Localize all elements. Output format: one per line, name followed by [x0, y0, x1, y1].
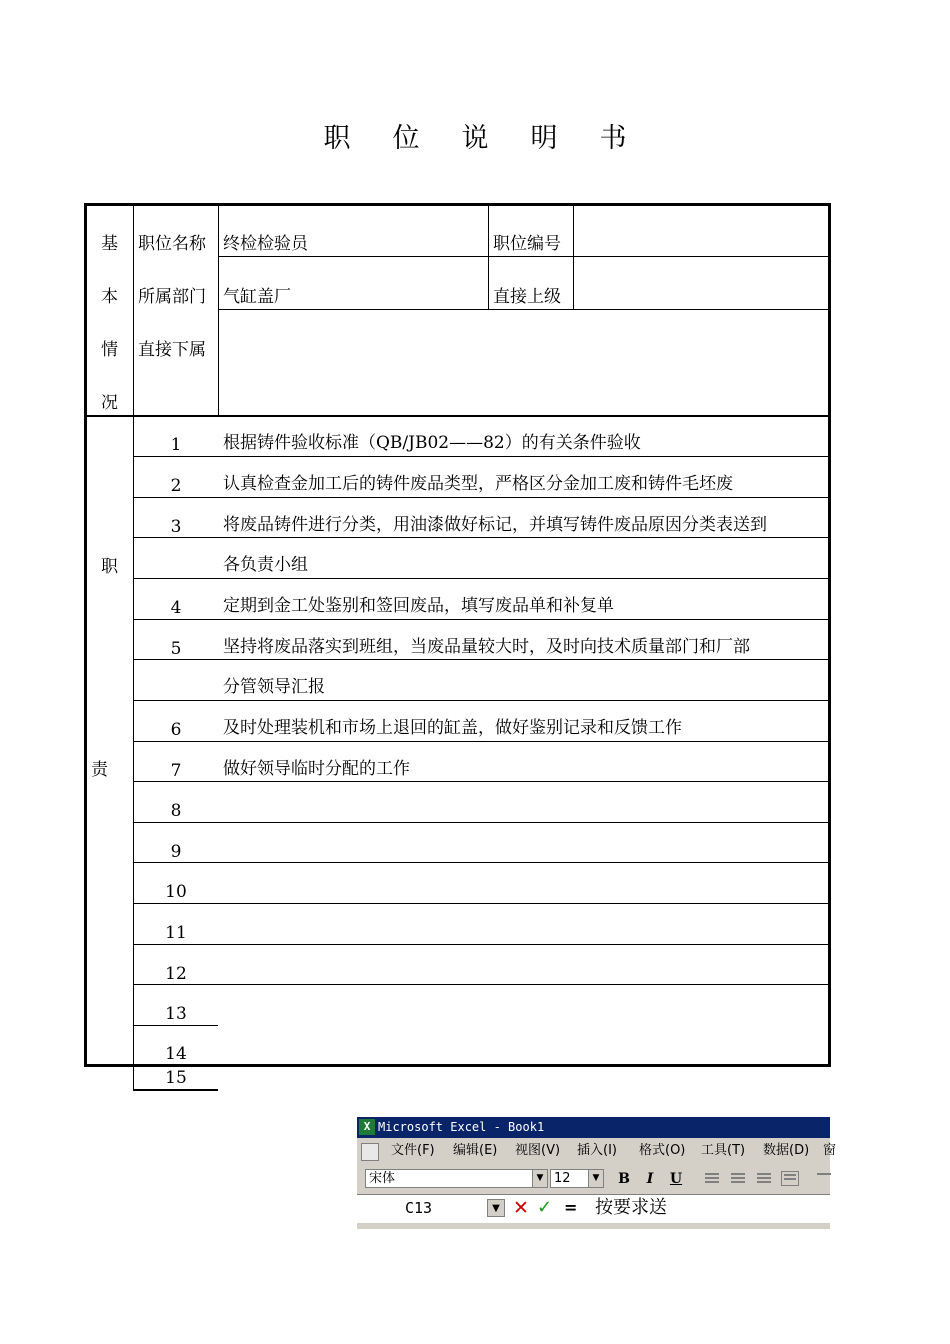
formula-input[interactable]: 按要求送 — [595, 1197, 667, 1218]
grid-line — [488, 205, 489, 309]
duty-number: 5 — [170, 639, 182, 659]
table-border-top — [84, 203, 831, 206]
duty-number: 9 — [170, 842, 182, 862]
grid-line — [133, 781, 829, 782]
grid-line — [133, 862, 829, 863]
position-name-label: 职位名称 — [138, 234, 206, 254]
grid-line — [218, 205, 219, 415]
font-name-select[interactable] — [365, 1169, 548, 1188]
duty-number: 7 — [170, 761, 182, 781]
underline-button[interactable]: U — [669, 1171, 683, 1187]
section-label-basic: 本 — [101, 287, 118, 307]
grid-line — [133, 497, 829, 498]
grid-line — [133, 741, 829, 742]
duty-text: 认真检查金加工后的铸件废品类型，严格区分金加工废和铸件毛坯废 — [223, 474, 733, 494]
menu-window[interactable]: 窗 — [823, 1143, 837, 1158]
duty-text: 定期到金工处鉴别和签回废品，填写废品单和补复单 — [223, 596, 614, 616]
grid-line — [133, 903, 829, 904]
duty-number: 10 — [165, 882, 187, 902]
duty-text: 将废品铸件进行分类，用油漆做好标记，并填写铸件废品原因分类表送到 — [223, 515, 767, 535]
align-left-icon[interactable] — [703, 1171, 721, 1186]
duty-number: 6 — [170, 720, 182, 740]
duty-number: 11 — [165, 923, 187, 943]
font-name-value: 宋体 — [369, 1171, 396, 1186]
section-label-basic: 情 — [101, 340, 118, 360]
excel-logo-icon: X — [359, 1119, 375, 1135]
section-label-duties: 责 — [91, 760, 108, 780]
subordinate-label: 直接下属 — [138, 340, 206, 360]
grid-line — [133, 578, 829, 579]
title-char: 书 — [599, 123, 627, 154]
excel-window-title: Microsoft Excel - Book1 — [378, 1120, 545, 1134]
duty-number: 12 — [165, 964, 187, 984]
duty-number: 15 — [165, 1068, 187, 1088]
chevron-down-icon[interactable]: ▼ — [487, 1199, 505, 1217]
duty-text: 坚持将废品落实到班组，当废品量较大时，及时向技术质量部门和厂部 — [223, 637, 750, 657]
title-char: 明 — [530, 123, 558, 154]
grid-line — [133, 537, 829, 538]
title-char: 位 — [392, 123, 420, 154]
document-title — [0, 116, 950, 155]
menu-data[interactable]: 数据(D) — [763, 1143, 810, 1158]
position-code-label: 职位编号 — [493, 234, 561, 254]
department-value: 气缸盖厂 — [223, 287, 291, 307]
menu-format[interactable]: 格式(O) — [639, 1143, 686, 1158]
bold-button[interactable]: B — [618, 1171, 630, 1187]
table-border-right — [828, 203, 831, 1067]
function-icon[interactable]: = — [564, 1198, 578, 1217]
excel-format-toolbar — [357, 1165, 830, 1191]
align-right-icon[interactable] — [755, 1171, 773, 1186]
grid-line — [133, 700, 829, 701]
grid-line — [218, 309, 829, 310]
menu-tools[interactable]: 工具(T) — [701, 1143, 746, 1158]
menu-view[interactable]: 视图(V) — [515, 1143, 561, 1158]
section-label-duties: 职 — [101, 557, 118, 577]
grid-line — [133, 205, 134, 415]
grid-line — [133, 456, 829, 457]
section-label-basic: 况 — [101, 393, 118, 413]
duty-number: 3 — [170, 517, 182, 537]
section-label-basic: 基 — [101, 234, 118, 254]
supervisor-label: 直接上级 — [493, 287, 561, 307]
currency-icon[interactable] — [815, 1171, 833, 1186]
confirm-icon[interactable]: ✓ — [537, 1197, 553, 1218]
name-box[interactable]: C13 — [405, 1199, 433, 1217]
duty-number: 14 — [165, 1044, 187, 1064]
title-char: 职 — [323, 123, 351, 154]
department-label: 所属部门 — [138, 287, 206, 307]
merge-center-icon[interactable] — [781, 1171, 799, 1186]
excel-menu-bar — [357, 1139, 837, 1163]
menu-file[interactable]: 文件(F) — [391, 1143, 435, 1158]
grid-line — [133, 984, 829, 985]
grid-line — [573, 205, 574, 309]
menu-edit[interactable]: 编辑(E) — [453, 1143, 498, 1158]
duty-number: 1 — [170, 435, 182, 455]
duty-number: 4 — [170, 598, 182, 618]
position-name-value: 终检检验员 — [223, 234, 308, 254]
table-border-bottom — [84, 1064, 831, 1067]
excel-title-bar — [357, 1117, 830, 1138]
grid-line — [133, 1025, 218, 1026]
chevron-down-icon[interactable]: ▼ — [588, 1170, 603, 1187]
menu-insert[interactable]: 插入(I) — [577, 1143, 617, 1158]
grid-line — [218, 256, 829, 257]
align-center-icon[interactable] — [729, 1171, 747, 1186]
excel-window — [357, 1117, 837, 1229]
table-border-left — [84, 203, 87, 1067]
duty-number: 8 — [170, 801, 182, 821]
grid-line — [133, 822, 829, 823]
italic-button[interactable]: I — [646, 1171, 654, 1187]
duty-text: 做好领导临时分配的工作 — [223, 759, 410, 779]
grid-line — [133, 1089, 218, 1091]
cancel-icon[interactable]: ✕ — [513, 1197, 529, 1219]
font-size-value: 12 — [554, 1171, 571, 1186]
grid-line — [133, 944, 829, 945]
excel-formula-bar — [357, 1194, 830, 1223]
font-size-select[interactable] — [550, 1169, 604, 1188]
grid-line — [133, 619, 829, 620]
duty-number: 13 — [165, 1004, 187, 1024]
grid-line — [133, 659, 829, 660]
workbook-icon[interactable] — [361, 1143, 379, 1161]
duty-text: 及时处理装机和市场上退回的缸盖，做好鉴别记录和反馈工作 — [223, 718, 682, 738]
chevron-down-icon[interactable]: ▼ — [532, 1170, 547, 1187]
duty-text: 各负责小组 — [223, 555, 308, 575]
duty-text: 分管领导汇报 — [223, 677, 325, 697]
duty-number: 2 — [170, 476, 182, 496]
duty-text: 根据铸件验收标准（QB/JB02——82）的有关条件验收 — [223, 433, 641, 453]
grid-line — [84, 415, 829, 417]
title-char: 说 — [461, 123, 489, 154]
